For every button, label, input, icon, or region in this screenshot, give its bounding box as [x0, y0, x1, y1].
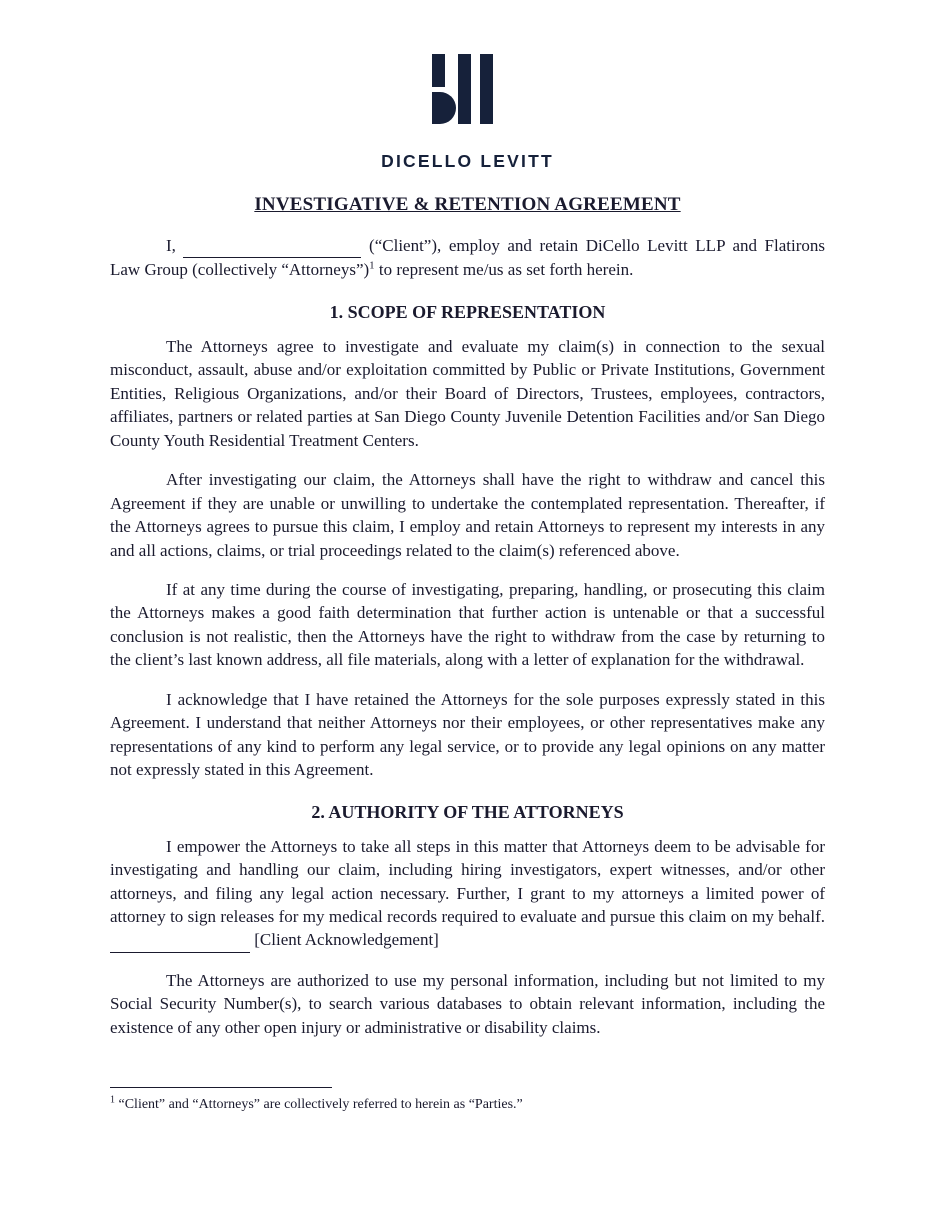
footnote-area	[110, 1087, 825, 1114]
intro-prefix: I,	[166, 236, 176, 255]
section2-paragraph-2: The Attorneys are authorized to use my personal information, including but not limited to my Social Security Number(s), to search various databases to obtain relevant information, including the existence of any other open injury or administrative or disability claims.	[110, 970, 825, 1037]
logo-wordmark: DICELLO LEVITT	[381, 151, 554, 171]
page-title: INVESTIGATIVE & RETENTION AGREEMENT	[254, 194, 681, 215]
footnote-number: 1	[110, 1094, 115, 1106]
section1-paragraph-3: If at any time during the course of investigating, preparing, handling, or prosecuting this claim the Attorneys makes a good faith determination that further action is untenable or that a successful conclusion is not realistic, then the Attorneys have the right to withdraw from the case by returning to the client’s last known address, all file materials, along with a letter of explanation for the withdrawal.	[110, 579, 825, 670]
intro-paragraph	[110, 234, 825, 282]
footnote-divider	[110, 1087, 332, 1088]
intro-tail: to represent me/us as set forth herein.	[374, 260, 634, 280]
section2-paragraph-1-pre: I empower the Attorneys to take all steps in this matter that Attorneys deem to be advisable for investigating and handling our claim, including hiring investigators, expert witnesses, and/or other attorneys, and filing any legal action necessary. Further, I grant to my attorneys a limited power of attorney to sign releases for my medical records required to evaluate and pursue this claim on my behalf.	[110, 836, 825, 926]
section-heading-2: 2. AUTHORITY OF THE ATTORNEYS	[311, 801, 624, 822]
footnote-text	[110, 1096, 825, 1114]
footnote-body: “Client” and “Attorneys” are collectively referred to herein as “Parties.”	[115, 1096, 523, 1112]
section1-paragraph-1: The Attorneys agree to investigate and evaluate my claim(s) in connection to the sexual misconduct, assault, abuse and/or exploitation committed by Public or Private Institutions, Government Entities, Religious Organizations, and/or their Board of Directors, Trustees, employees, contractors, affiliates, partners or related parties at San Diego County Juvenile Detention Facilities and/or San Diego County Youth Residential Treatment Centers.	[110, 336, 825, 450]
section-heading-1: 1. SCOPE OF REPRESENTATION	[329, 301, 606, 322]
client-name-blank[interactable]	[183, 234, 361, 258]
section1-paragraph-4: I acknowledge that I have retained the Attorneys for the sole purposes expressly stated in this Agreement. I understand that neither Attorneys nor their employees, or other representatives make any representations of any kind to perform any legal service, or to provide any legal opinions on any matter not expressly stated in this Agreement.	[110, 689, 825, 780]
dicello-levitt-monogram-icon	[432, 54, 504, 134]
client-acknowledgement-blank[interactable]	[110, 928, 250, 952]
intro-rest: (“Client”), employ and retain DiCello Levitt LLP and Flatirons Law Group (collectively “Attorneys”)	[110, 236, 826, 280]
section1-paragraph-2: After investigating our claim, the Attorneys shall have the right to withdraw and cancel this Agreement if they are unable or unwilling to undertake the contemplated representation. Thereafter, if the Attorneys agrees to pursue this claim, I employ and retain Attorneys to represent my interests in any and all actions, claims, or trial proceedings related to the claim(s) referenced above.	[110, 470, 825, 560]
client-acknowledgement-label: [Client Acknowledgement]	[254, 930, 439, 950]
footnote-marker-inline: 1	[369, 259, 375, 272]
section2-paragraph-1	[110, 835, 825, 953]
logo-block	[110, 54, 825, 172]
